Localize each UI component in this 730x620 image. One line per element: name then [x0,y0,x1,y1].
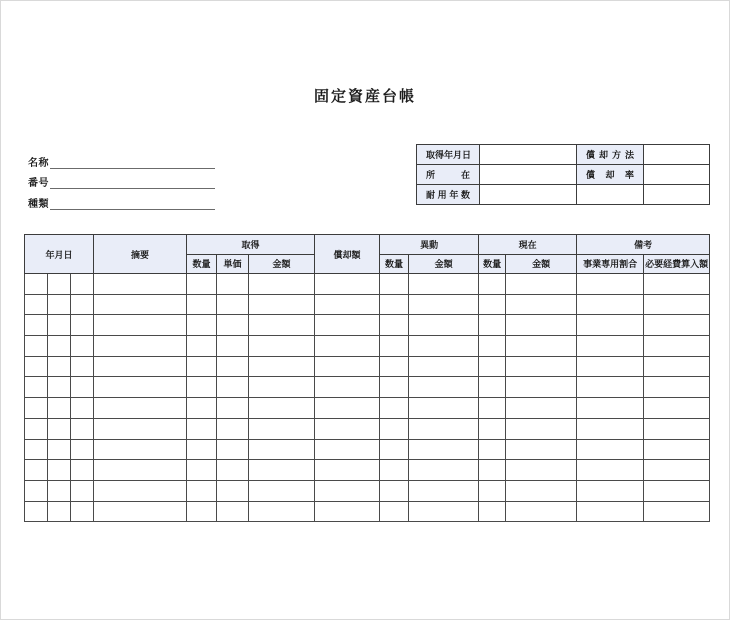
header-remarks: 備考 [577,235,710,255]
cell-acq-quantity [187,315,217,336]
cell-year [25,418,48,439]
cell-month [48,418,71,439]
cell-change-amount [409,460,479,481]
cell-day [71,439,94,460]
header-current-quantity: 数量 [479,254,506,274]
cell-acq-amount [249,418,315,439]
cell-change-amount [409,480,479,501]
cell-business-use-ratio [577,439,644,460]
cell-current-quantity [479,439,506,460]
cell-acq-amount [249,377,315,398]
depreciation-rate-label: 償却率 [577,165,644,185]
cell-day [71,501,94,522]
ledger-row [25,274,710,295]
cell-acq-quantity [187,336,217,357]
cell-business-use-ratio [577,294,644,315]
cell-depreciation [315,274,380,295]
number-field-line [50,188,215,189]
cell-year [25,315,48,336]
cell-depreciation [315,460,380,481]
cell-acq-amount [249,336,315,357]
cell-expense-amount [644,501,710,522]
cell-acq-unit-price [217,439,249,460]
cell-summary [94,480,187,501]
cell-summary [94,356,187,377]
header-change-amount: 金額 [409,254,479,274]
cell-day [71,294,94,315]
cell-acq-amount [249,294,315,315]
depreciation-method-label: 償却方法 [577,145,644,165]
cell-year [25,377,48,398]
cell-expense-amount [644,439,710,460]
ledger-body [25,274,710,522]
cell-business-use-ratio [577,480,644,501]
cell-change-amount [409,336,479,357]
cell-change-quantity [380,356,409,377]
cell-depreciation [315,294,380,315]
type-field-line [50,209,215,210]
cell-expense-amount [644,356,710,377]
cell-acq-unit-price [217,398,249,419]
cell-month [48,274,71,295]
cell-depreciation [315,418,380,439]
cell-change-quantity [380,274,409,295]
cell-change-quantity [380,501,409,522]
ledger-row [25,294,710,315]
cell-day [71,336,94,357]
cell-change-amount [409,398,479,419]
cell-acq-quantity [187,356,217,377]
cell-acq-amount [249,480,315,501]
location-label: 所在 [417,165,480,185]
cell-change-quantity [380,480,409,501]
cell-acq-quantity [187,439,217,460]
cell-business-use-ratio [577,501,644,522]
cell-business-use-ratio [577,315,644,336]
cell-summary [94,439,187,460]
cell-summary [94,377,187,398]
acquisition-date-label: 取得年月日 [417,145,480,165]
cell-summary [94,398,187,419]
cell-current-quantity [479,501,506,522]
cell-business-use-ratio [577,418,644,439]
ledger-row [25,377,710,398]
cell-depreciation [315,398,380,419]
cell-month [48,356,71,377]
cell-summary [94,274,187,295]
cell-change-quantity [380,294,409,315]
cell-business-use-ratio [577,398,644,419]
cell-acq-amount [249,460,315,481]
ledger-table [24,234,710,522]
cell-day [71,356,94,377]
cell-acq-unit-price [217,336,249,357]
header-acq-amount: 金額 [249,254,315,274]
ledger-header [25,235,710,274]
number-field-row [28,169,218,190]
ledger-row [25,460,710,481]
cell-acq-quantity [187,480,217,501]
cell-current-quantity [479,398,506,419]
cell-month [48,460,71,481]
cell-acq-unit-price [217,501,249,522]
cell-change-quantity [380,460,409,481]
cell-acq-unit-price [217,418,249,439]
cell-current-amount [506,377,577,398]
cell-acq-amount [249,356,315,377]
cell-month [48,398,71,419]
cell-acq-quantity [187,460,217,481]
cell-change-amount [409,315,479,336]
ledger-row [25,356,710,377]
cell-acq-amount [249,501,315,522]
cell-business-use-ratio [577,356,644,377]
cell-depreciation [315,356,380,377]
cell-current-quantity [479,377,506,398]
cell-current-quantity [479,480,506,501]
header-current-amount: 金額 [506,254,577,274]
cell-business-use-ratio [577,377,644,398]
cell-summary [94,418,187,439]
cell-expense-amount [644,480,710,501]
cell-acq-amount [249,274,315,295]
cell-current-amount [506,418,577,439]
ledger-row [25,398,710,419]
cell-day [71,480,94,501]
cell-day [71,460,94,481]
cell-change-quantity [380,377,409,398]
header-summary: 摘要 [94,235,187,274]
cell-change-amount [409,294,479,315]
cell-change-amount [409,356,479,377]
cell-current-quantity [479,460,506,481]
name-field-line [50,168,215,169]
header-acq-quantity: 数量 [187,254,217,274]
cell-acq-unit-price [217,460,249,481]
cell-summary [94,460,187,481]
cell-month [48,439,71,460]
cell-day [71,274,94,295]
cell-acq-quantity [187,377,217,398]
cell-acq-amount [249,315,315,336]
cell-depreciation [315,315,380,336]
ledger-row [25,418,710,439]
cell-acq-amount [249,398,315,419]
ledger-header-row-1 [25,235,710,255]
type-field-label: 種類 [28,199,49,211]
cell-depreciation [315,439,380,460]
ledger-row [25,336,710,357]
cell-acq-quantity [187,501,217,522]
cell-year [25,274,48,295]
cell-month [48,480,71,501]
cell-year [25,398,48,419]
cell-change-amount [409,501,479,522]
cell-expense-amount [644,294,710,315]
cell-acq-unit-price [217,480,249,501]
cell-current-amount [506,501,577,522]
cell-change-quantity [380,418,409,439]
cell-acq-unit-price [217,294,249,315]
header-depreciation: 償却額 [315,235,380,274]
cell-summary [94,501,187,522]
cell-acq-quantity [187,294,217,315]
ledger-row [25,315,710,336]
cell-expense-amount [644,315,710,336]
cell-business-use-ratio [577,460,644,481]
cell-current-quantity [479,294,506,315]
depreciation-rate-value [644,165,710,185]
info-row-3 [417,185,710,205]
cell-change-amount [409,274,479,295]
cell-depreciation [315,336,380,357]
cell-year [25,336,48,357]
asset-info-table [416,144,710,205]
cell-year [25,439,48,460]
cell-summary [94,336,187,357]
cell-acq-amount [249,439,315,460]
cell-current-quantity [479,336,506,357]
info-row-2 [417,165,710,185]
cell-acq-quantity [187,418,217,439]
cell-change-amount [409,439,479,460]
cell-day [71,315,94,336]
cell-month [48,377,71,398]
cell-depreciation [315,480,380,501]
cell-expense-amount [644,398,710,419]
location-value [480,165,577,185]
useful-life-value [480,185,577,205]
ledger-row [25,501,710,522]
cell-business-use-ratio [577,336,644,357]
page-title: 固定資産台帳 [313,87,416,105]
ledger-row [25,439,710,460]
info-blank-value-cell [644,185,710,205]
cell-acq-unit-price [217,315,249,336]
cell-acq-quantity [187,274,217,295]
cell-current-quantity [479,274,506,295]
cell-year [25,356,48,377]
cell-year [25,294,48,315]
header-change-quantity: 数量 [380,254,409,274]
cell-acq-unit-price [217,274,249,295]
cell-expense-amount [644,336,710,357]
ledger-row [25,480,710,501]
cell-current-quantity [479,356,506,377]
cell-year [25,480,48,501]
cell-year [25,460,48,481]
cell-expense-amount [644,460,710,481]
cell-depreciation [315,501,380,522]
cell-day [71,377,94,398]
cell-current-amount [506,336,577,357]
cell-change-amount [409,377,479,398]
header-acquisition: 取得 [187,235,315,255]
cell-month [48,501,71,522]
cell-month [48,315,71,336]
cell-change-quantity [380,336,409,357]
cell-summary [94,315,187,336]
header-current: 現在 [479,235,577,255]
cell-change-amount [409,418,479,439]
cell-current-amount [506,439,577,460]
cell-current-amount [506,480,577,501]
cell-current-amount [506,315,577,336]
cell-current-quantity [479,315,506,336]
cell-summary [94,294,187,315]
cell-change-quantity [380,398,409,419]
cell-year [25,501,48,522]
info-blank-label-cell [577,185,644,205]
cell-change-quantity [380,315,409,336]
number-field-label: 番号 [28,178,49,190]
cell-expense-amount [644,418,710,439]
cell-current-amount [506,294,577,315]
header-expense-amount: 必要経費算入額 [644,254,710,274]
header-change: 異動 [380,235,479,255]
cell-current-amount [506,460,577,481]
header-fields [28,148,218,210]
type-field-row [28,189,218,210]
cell-day [71,398,94,419]
cell-current-amount [506,398,577,419]
cell-current-amount [506,356,577,377]
info-row-1 [417,145,710,165]
depreciation-method-value [644,145,710,165]
cell-month [48,336,71,357]
useful-life-label: 耐用年数 [417,185,480,205]
cell-day [71,418,94,439]
header-date: 年月日 [25,235,94,274]
cell-current-amount [506,274,577,295]
acquisition-date-value [480,145,577,165]
header-acq-unit-price: 単価 [217,254,249,274]
cell-business-use-ratio [577,274,644,295]
cell-acq-unit-price [217,377,249,398]
cell-acq-quantity [187,398,217,419]
cell-depreciation [315,377,380,398]
cell-expense-amount [644,377,710,398]
cell-month [48,294,71,315]
name-field-row [28,148,218,169]
cell-change-quantity [380,439,409,460]
cell-expense-amount [644,274,710,295]
name-field-label: 名称 [28,157,49,169]
cell-current-quantity [479,418,506,439]
cell-acq-unit-price [217,356,249,377]
header-business-use-ratio: 事業専用割合 [577,254,644,274]
